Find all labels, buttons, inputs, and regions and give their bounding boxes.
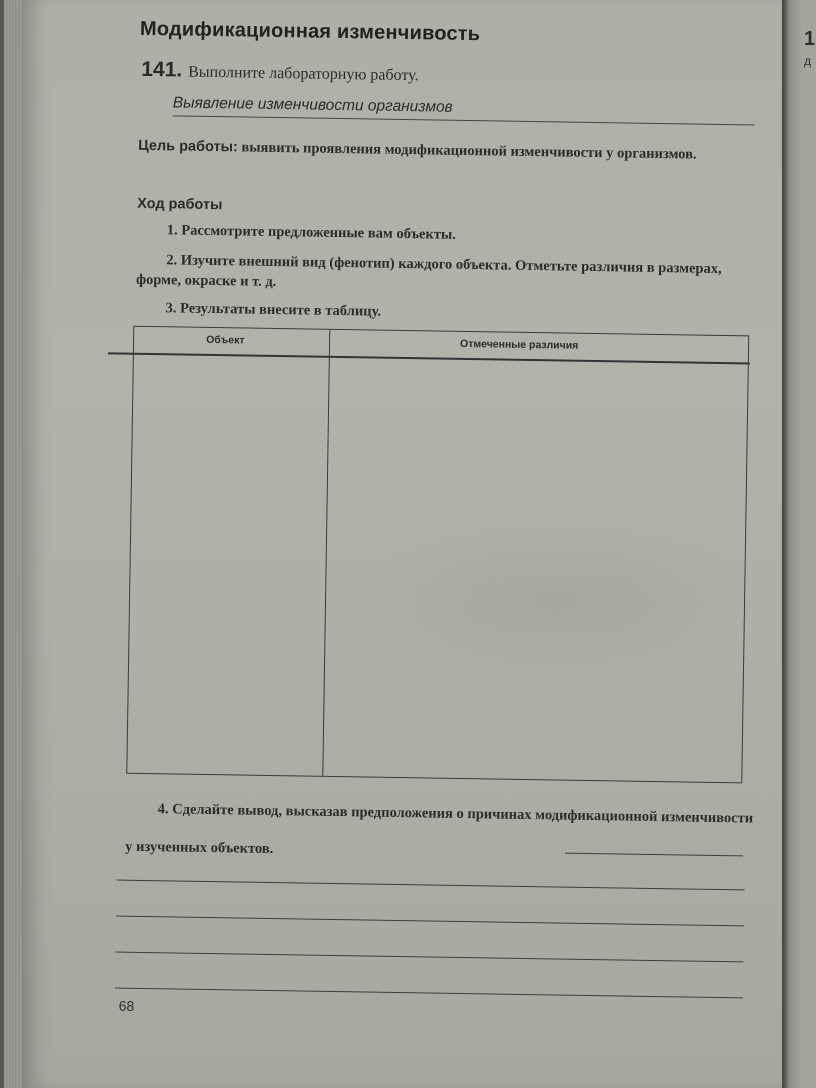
goal-text: выявить проявления модификационной изменчивости у организмов. [237,139,697,163]
table-header-differences: Отмеченные различия [459,337,579,352]
answer-line[interactable] [117,880,745,891]
answer-line[interactable] [115,952,743,963]
workbook-page [22,0,782,1088]
page-content [22,0,782,1088]
answer-line[interactable] [116,916,744,927]
table-column-divider [322,330,330,776]
task-text: Выполните лабораторную работу. [188,63,419,85]
step-4: 4. Сделайте вывод, высказав предположения о причинах модификационной изменчивости у изученных объектов. [125,801,754,858]
step-3: 3. Результаты внесите в таблицу. [165,300,382,320]
step-2: 2. Изучите внешний вид (фенотип) каждого объекта. Отметьте различия в размерах, форме, окраске и т. д. [135,252,722,290]
facing-page-glyph: 1 [804,28,816,50]
page-number: 68 [118,997,135,1014]
task-number: 141. [141,57,183,82]
facing-page-edge [782,0,816,1088]
facing-page-glyph: д [804,54,812,68]
section-title: Модификационная изменчивость [139,17,481,46]
task-heading [141,58,419,86]
lab-title: Выявление изменчивости организмов [173,94,755,125]
goal-paragraph [138,136,768,167]
goal-label: Цель работы: [138,137,238,156]
progress-heading: Ход работы [137,195,223,214]
results-table [126,326,749,784]
table-header-object: Объект [206,333,245,347]
table-header-line [108,352,750,364]
answer-line[interactable] [115,988,743,999]
step-1: 1. Рассмотрите предложенные вам объекты. [166,222,456,243]
